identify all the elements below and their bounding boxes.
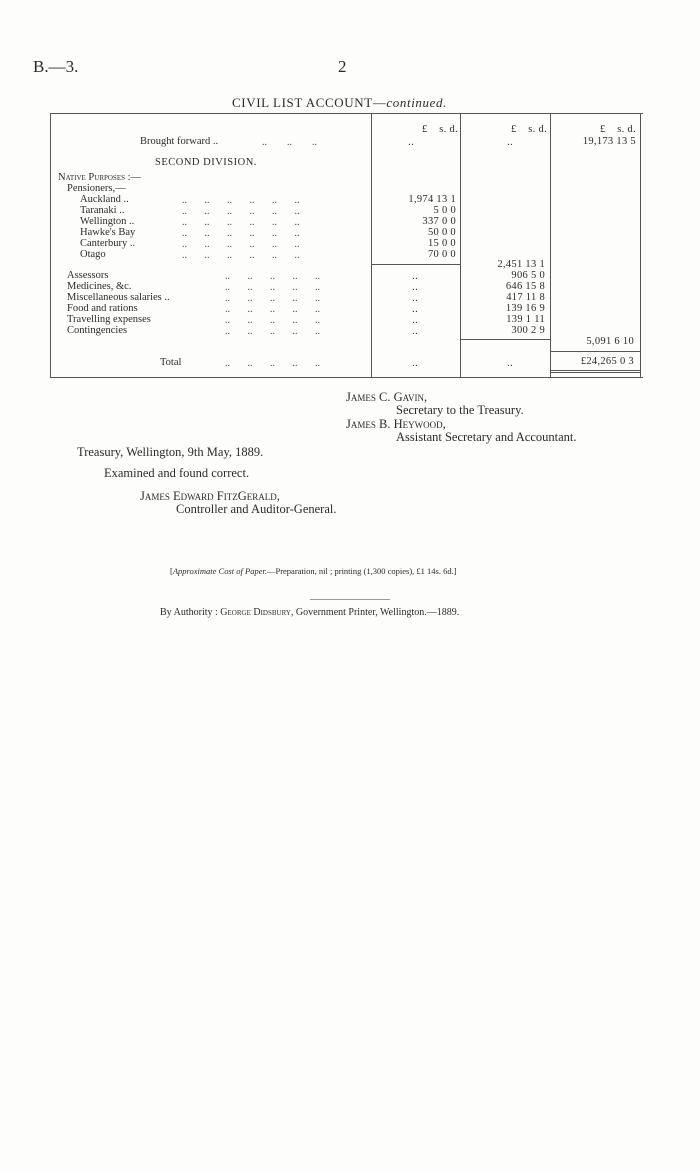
pension-amount-auckland: 1,974 13 1 xyxy=(408,194,456,205)
title-main: CIVIL LIST ACCOUNT— xyxy=(232,95,387,110)
total-col2: .. xyxy=(507,358,513,369)
second-division-heading: SECOND DIVISION. xyxy=(155,157,257,168)
pensioners-heading: Pensioners,— xyxy=(67,183,126,194)
title-continued: continued. xyxy=(386,95,447,110)
grand-total: £24,265 0 3 xyxy=(580,356,634,367)
secretary-name: James C. Gavin, xyxy=(346,390,428,404)
row-label-medicines: Medicines, &c. xyxy=(67,281,132,292)
pension-amount-canterbury: 15 0 0 xyxy=(427,238,456,249)
row-col1-contingencies: .. xyxy=(412,326,418,337)
pension-amount-otago: 70 0 0 xyxy=(427,249,456,260)
page-title xyxy=(232,95,447,111)
assistant-title: Assistant Secretary and Accountant. xyxy=(396,430,577,444)
row-col1-assessors: .. xyxy=(412,271,418,282)
row-col2-misc-salaries: 417 11 8 xyxy=(506,292,545,303)
row-col2-assessors: 906 5 0 xyxy=(511,270,545,281)
division-total: 5,091 6 10 xyxy=(586,336,634,347)
row-label-food-rations: Food and rations xyxy=(67,303,138,314)
cost-note: [Approximate Cost of Paper.—Preparation, nil ; printing (1,300 copies), £1 14s. 6d.] xyxy=(170,566,457,576)
row-col1-misc-salaries: .. xyxy=(412,293,418,304)
row-label-travelling: Travelling expenses xyxy=(67,314,151,325)
pensions-subtotal: 2,451 13 1 xyxy=(497,259,545,270)
brought-forward-col3: 19,173 13 5 xyxy=(582,136,636,147)
printer-name: George Didsbury xyxy=(220,607,291,618)
pension-label-taranaki: Taranaki .. xyxy=(80,205,125,216)
total-label: Total xyxy=(160,357,182,368)
row-label-misc-salaries: Miscellaneous salaries .. xyxy=(67,292,170,303)
row-col2-travelling: 139 1 11 xyxy=(506,314,545,325)
pension-label-canterbury: Canterbury .. xyxy=(80,238,136,249)
examined-statement: Examined and found correct. xyxy=(104,466,250,480)
row-label-assessors: Assessors xyxy=(67,270,109,281)
auditor-name: James Edward FitzGerald, xyxy=(140,489,280,503)
pension-label-otago: Otago xyxy=(80,249,106,260)
row-col1-travelling: .. xyxy=(412,315,418,326)
page-number: 2 xyxy=(338,57,347,76)
col2-header: £ s. d. xyxy=(511,124,547,135)
pension-amount-hawkes-bay: 50 0 0 xyxy=(427,227,456,238)
row-col1-food-rations: .. xyxy=(412,304,418,315)
total-col1: .. xyxy=(412,358,418,369)
pension-amount-taranaki: 5 0 0 xyxy=(433,205,456,216)
pension-label-wellington: Wellington .. xyxy=(80,216,135,227)
brought-forward-col1: .. xyxy=(408,137,414,148)
row-label-contingencies: Contingencies xyxy=(67,325,128,336)
row-col2-contingencies: 300 2 9 xyxy=(511,325,545,336)
row-col1-medicines: .. xyxy=(412,282,418,293)
place-date: Treasury, Wellington, 9th May, 1889. xyxy=(77,445,264,459)
auditor-title: Controller and Auditor-General. xyxy=(176,502,337,516)
secretary-title: Secretary to the Treasury. xyxy=(396,403,524,417)
cost-note-rest: —Preparation, nil ; printing (1,300 copies), £1 14s. 6d.] xyxy=(266,566,457,576)
pension-label-auckland: Auckland .. xyxy=(80,194,129,205)
native-purposes-heading: Native Purposes :— xyxy=(58,172,142,183)
row-col2-medicines: 646 15 8 xyxy=(505,281,545,292)
brought-forward-col2: .. xyxy=(507,137,513,148)
document-code: B.—3. xyxy=(33,57,79,76)
assistant-name: James B. Heywood, xyxy=(346,417,446,431)
col3-header: £ s. d. xyxy=(600,124,636,135)
pension-amount-wellington: 337 0 0 xyxy=(422,216,456,227)
cost-note-italic: Approximate Cost of Paper. xyxy=(172,566,267,576)
col1-header: £ s. d. xyxy=(422,124,458,135)
imprint: By Authority : George Didsbury, Government Printer, Wellington.—1889. xyxy=(160,607,460,618)
brought-forward-label: Brought forward .. xyxy=(140,136,219,147)
row-col2-food-rations: 139 16 9 xyxy=(505,303,545,314)
pension-label-hawkes-bay: Hawke's Bay xyxy=(80,227,136,238)
